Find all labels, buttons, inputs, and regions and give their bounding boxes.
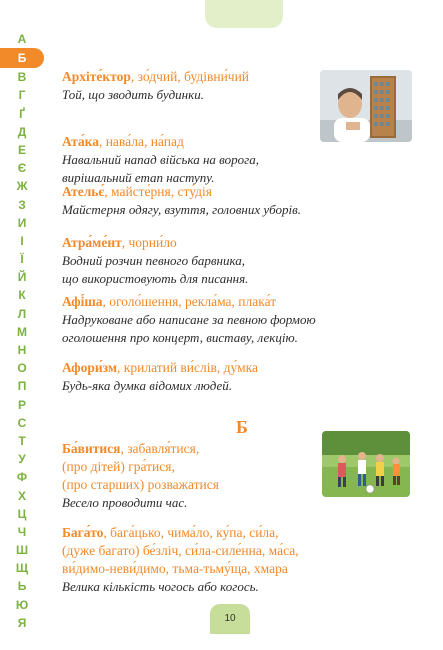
entry-synonyms: , забавля́тися,	[120, 441, 200, 456]
entry-keyword: Афі́ша	[62, 294, 103, 309]
alphabet-letter: Д	[17, 124, 27, 139]
top-tab	[205, 0, 283, 28]
alphabet-letter: У	[18, 452, 26, 467]
alphabet-letter: Ю	[15, 597, 29, 612]
entry-definition: що використовують для писання.	[62, 271, 249, 286]
entry-synonyms: , бага́цько, чима́ло, ку́па, си́ла,	[103, 525, 279, 540]
entry-keyword: Ательє́	[62, 184, 105, 199]
entry-afisha	[62, 293, 316, 347]
alphabet-letter: Ь	[17, 579, 27, 594]
entry-aforyzm	[62, 359, 258, 395]
alphabet-letter: Ч	[17, 524, 27, 539]
entry-definition: Будь-яка думка відомих людей.	[62, 378, 233, 393]
entry-synonyms: , чорни́ло	[121, 235, 177, 250]
section-letter-heading: Б	[236, 417, 248, 437]
alphabet-letter: І	[20, 233, 24, 248]
entry-synonyms: , оголо́шення, рекла́ма, плака́т	[102, 294, 277, 309]
alphabet-letter: Л	[17, 306, 27, 321]
entry-definition: Водний розчин певного барвника,	[62, 253, 245, 268]
alphabet-letter: Ш	[15, 543, 29, 558]
entry-synonyms: , зо́дчий, будівни́чий	[130, 69, 250, 84]
alphabet-letter: Ф	[16, 470, 28, 485]
alphabet-letter: И	[17, 215, 27, 230]
entry-keyword: Афори́зм	[62, 360, 118, 375]
entry-definition: Надруковане або написане за певною формою	[62, 312, 316, 327]
entry-bahato	[62, 524, 299, 596]
alphabet-letter: П	[17, 379, 27, 394]
entry-synonyms: (дуже багато) бе́зліч, си́ла-силе́нна, ма́са,	[62, 543, 299, 558]
entry-keyword: Архіте́ктор	[62, 69, 131, 84]
entry-bavytysia	[62, 440, 219, 512]
entry-synonyms: (про старших) розважатися	[62, 477, 219, 492]
entry-keyword: Ата́ка	[62, 134, 99, 149]
alphabet-letter: Я	[17, 615, 27, 630]
alphabet-letter: С	[17, 415, 27, 430]
alphabet-letter: Р	[17, 397, 26, 412]
alphabet-letter: О	[17, 361, 27, 376]
entry-architektor	[62, 68, 249, 104]
entry-definition: Той, що зводить будинки.	[62, 87, 204, 102]
entry-synonyms: , крилатий ви́слів, ду́мка	[117, 360, 258, 375]
alphabet-letter: Е	[17, 142, 26, 157]
entry-definition: оголошення про концерт, виставу, лекцію.	[62, 330, 298, 345]
alphabet-letter: Б	[0, 48, 44, 68]
alphabet-letter: Ї	[20, 252, 24, 267]
entry-ataka	[62, 133, 259, 187]
architect-photo	[320, 70, 412, 142]
entry-definition: Велика кількість чогось або когось.	[62, 579, 259, 594]
alphabet-letter: Щ	[15, 561, 29, 576]
entry-definition: Майстерня одягу, взуття, головних уборів.	[62, 202, 301, 217]
entry-definition: Весело проводити час.	[62, 495, 188, 510]
alphabet-letter: Ж	[16, 179, 28, 194]
entry-synonyms: ви́димо-неви́димо, тьма-тьму́ща, хмара	[62, 561, 288, 576]
alphabet-letter: В	[17, 70, 27, 85]
entry-keyword: Бага́то	[62, 525, 104, 540]
entry-keyword: Атра́ме́нт	[62, 235, 122, 250]
entry-synonyms: , майсте́рня, сту́дія	[104, 184, 212, 199]
page-number: 10	[210, 604, 250, 634]
entry-keyword: Ба́витися	[62, 441, 121, 456]
kids-playing-photo	[322, 431, 410, 497]
alphabet-letter: Г	[18, 88, 26, 103]
entry-synonyms: (про дітей) гра́тися,	[62, 459, 175, 474]
alphabet-index	[0, 30, 44, 632]
entry-definition: Навальний напад війська на ворога,	[62, 152, 259, 167]
alphabet-letter: Й	[17, 270, 27, 285]
alphabet-letter: Ц	[17, 506, 27, 521]
entry-synonyms: , нава́ла, на́пад	[98, 134, 184, 149]
alphabet-letter: Є	[17, 161, 27, 176]
alphabet-letter: Ґ	[19, 106, 25, 121]
entry-definition: вирішальний етап наступу.	[62, 170, 215, 185]
alphabet-letter: М	[17, 324, 27, 339]
alphabet-letter: Н	[17, 343, 27, 357]
alphabet-letter: К	[18, 288, 26, 303]
alphabet-letter: Х	[17, 488, 26, 503]
alphabet-letter: А	[17, 32, 27, 46]
entry-atrament	[62, 234, 248, 288]
alphabet-letter: З	[18, 197, 26, 212]
alphabet-letter: Т	[18, 433, 26, 448]
entry-atelie	[62, 183, 301, 219]
